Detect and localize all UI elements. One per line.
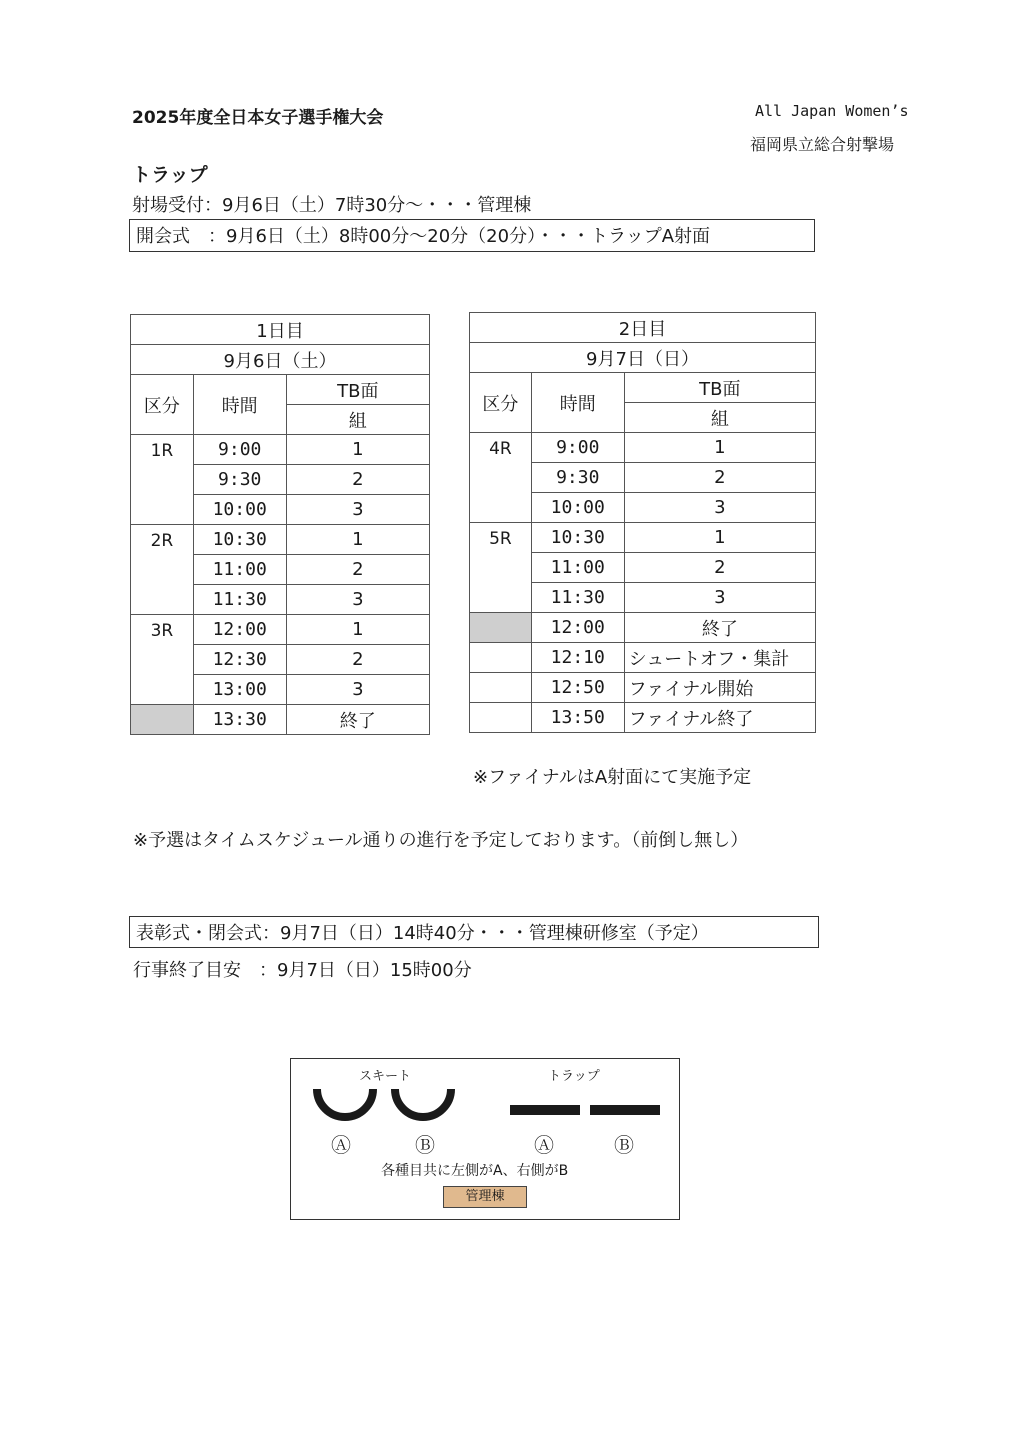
- time-cell: 10:30: [193, 525, 286, 555]
- admin-building: 管理棟: [443, 1186, 527, 1208]
- group-cell: 3: [624, 583, 815, 613]
- table-row: [131, 705, 430, 735]
- time-cell: 9:00: [531, 433, 624, 463]
- table-row: [470, 613, 816, 643]
- trap-a-mark: Ⓐ: [534, 1133, 554, 1157]
- end-time-info: 行事終了目安 ：9月7日（日）15時00分: [133, 960, 472, 981]
- round-label: 3R: [131, 615, 194, 705]
- day-label: 2日目: [470, 313, 816, 343]
- trap-field-a: [510, 1105, 580, 1115]
- table-row: [131, 435, 430, 465]
- opening-ceremony-info: 開会式 ：9月6日（土）8時00分～20分（20分）・・・トラップA射面: [129, 219, 815, 252]
- time-cell: 10:00: [531, 493, 624, 523]
- table-row: [131, 615, 430, 645]
- day2-schedule-table: [469, 312, 816, 733]
- group-cell: 1: [624, 523, 815, 553]
- time-cell: 9:30: [531, 463, 624, 493]
- column-header-time: 時間: [193, 375, 286, 435]
- skeet-fields-graphic: [309, 1085, 467, 1125]
- trap-b-mark: Ⓑ: [614, 1133, 634, 1157]
- time-cell: 12:10: [531, 643, 624, 673]
- document-title: 2025年度全日本女子選手権大会: [132, 108, 384, 128]
- group-cell: 3: [624, 493, 815, 523]
- table-row: [470, 523, 816, 553]
- group-cell: 2: [624, 553, 815, 583]
- group-cell: 1: [286, 615, 429, 645]
- column-header-group: 組: [624, 403, 815, 433]
- time-cell: 10:00: [193, 495, 286, 525]
- group-cell: 2: [286, 555, 429, 585]
- column-header-division: 区分: [470, 373, 532, 433]
- skeet-field-a: [317, 1089, 373, 1117]
- empty-cell: [470, 703, 532, 733]
- group-cell: 終了: [286, 705, 429, 735]
- day-label: 1日目: [131, 315, 430, 345]
- trap-field-b: [590, 1105, 660, 1115]
- group-cell: 終了: [624, 613, 815, 643]
- range-diagram: [290, 1058, 680, 1220]
- ceremony-info: 表彰式・閉会式：9月7日（日）14時40分・・・管理棟研修室（予定）: [129, 916, 819, 948]
- skeet-b-mark: Ⓑ: [415, 1133, 435, 1157]
- time-cell: 10:30: [531, 523, 624, 553]
- round-label: 5R: [470, 523, 532, 613]
- day1-schedule-table: [130, 314, 430, 735]
- trap-label: トラップ: [548, 1069, 600, 1084]
- grey-cell: [131, 705, 194, 735]
- round-label: 2R: [131, 525, 194, 615]
- table-row: [470, 673, 816, 703]
- time-cell: 13:50: [531, 703, 624, 733]
- date-label: 9月7日（日）: [470, 343, 816, 373]
- table-row: [470, 433, 816, 463]
- group-cell: 3: [286, 585, 429, 615]
- round-label: 4R: [470, 433, 532, 523]
- group-cell: 2: [624, 463, 815, 493]
- event-name: トラップ: [132, 164, 208, 186]
- group-cell: 2: [286, 465, 429, 495]
- schedule-note: ※予選はタイムスケジュール通りの進行を予定しております。（前倒し無し）: [133, 830, 749, 851]
- group-cell: 1: [624, 433, 815, 463]
- time-cell: 13:30: [193, 705, 286, 735]
- organization-name: All Japan Women’s: [755, 102, 909, 120]
- time-cell: 12:00: [193, 615, 286, 645]
- column-header-tb: TB面: [624, 373, 815, 403]
- time-cell: 11:30: [531, 583, 624, 613]
- time-cell: 12:30: [193, 645, 286, 675]
- group-cell: 1: [286, 435, 429, 465]
- reception-info: 射場受付：9月6日（土）7時30分～・・・管理棟: [132, 195, 532, 216]
- empty-cell: [470, 673, 532, 703]
- group-cell: ファイナル開始: [624, 673, 815, 703]
- time-cell: 12:00: [531, 613, 624, 643]
- time-cell: 11:30: [193, 585, 286, 615]
- table-row: [470, 703, 816, 733]
- venue-name: 福岡県立総合射撃場: [750, 135, 895, 154]
- time-cell: 12:50: [531, 673, 624, 703]
- column-header-time: 時間: [531, 373, 624, 433]
- skeet-a-mark: Ⓐ: [331, 1133, 351, 1157]
- group-cell: 2: [286, 645, 429, 675]
- time-cell: 13:00: [193, 675, 286, 705]
- table-row: [131, 525, 430, 555]
- column-header-group: 組: [286, 405, 429, 435]
- final-note: ※ファイナルはA射面にて実施予定: [473, 767, 752, 788]
- group-cell: 3: [286, 495, 429, 525]
- skeet-label: スキート: [359, 1069, 412, 1084]
- group-cell: 1: [286, 525, 429, 555]
- table-row: [470, 643, 816, 673]
- empty-cell: [470, 643, 532, 673]
- date-label: 9月6日（土）: [131, 345, 430, 375]
- time-cell: 9:30: [193, 465, 286, 495]
- time-cell: 9:00: [193, 435, 286, 465]
- diagram-caption: 各種目共に左側がA、右側がB: [381, 1163, 569, 1179]
- group-cell: 3: [286, 675, 429, 705]
- column-header-division: 区分: [131, 375, 194, 435]
- time-cell: 11:00: [531, 553, 624, 583]
- column-header-tb: TB面: [286, 375, 429, 405]
- time-cell: 11:00: [193, 555, 286, 585]
- round-label: 1R: [131, 435, 194, 525]
- group-cell: ファイナル終了: [624, 703, 815, 733]
- grey-cell: [470, 613, 532, 643]
- skeet-field-b: [395, 1089, 451, 1117]
- group-cell: シュートオフ・集計: [624, 643, 815, 673]
